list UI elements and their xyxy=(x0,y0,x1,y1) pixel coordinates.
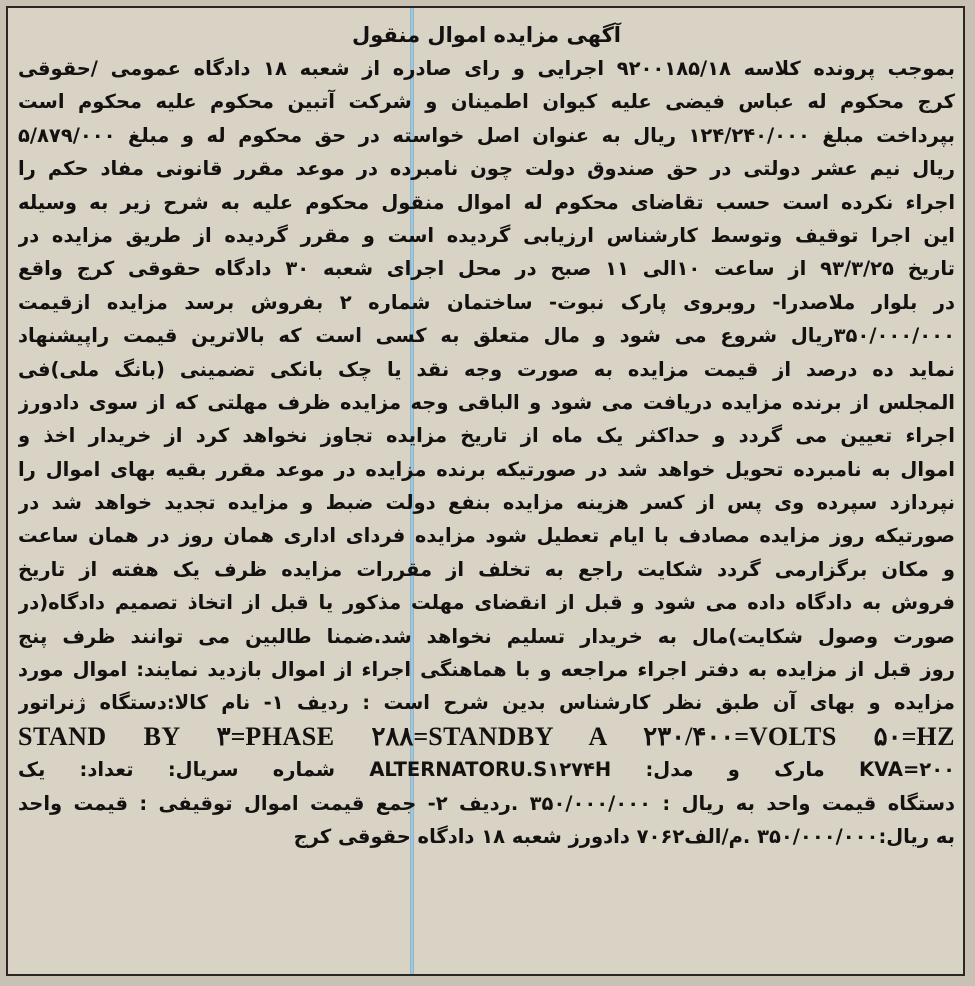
notice-line: کرج محکوم له عباس فیضی علیه کیوان اطمینان و شرکت آتبین محکوم علیه محکوم است xyxy=(18,90,955,114)
notice-line: اجراء تعیین می گردد و حداکثر یک ماه از تاریخ مزایده تجاوز نخواهد کرد از خریدار اخذ و xyxy=(18,424,955,448)
notice-line: صورت وصول شکایت)مال به خریدار تسلیم نخواهد شد.ضمنا طالبین می توانند ظرف پنج xyxy=(18,624,955,648)
notice-line: بپرداخت مبلغ ۱۲۴/۲۴۰/۰۰۰ ریال به عنوان اصل خواسته در حق محکوم له و مبلغ ۵/۸۷۹/۰۰۰ xyxy=(18,123,955,147)
notice-line: ۳۵۰/۰۰۰/۰۰۰ریال شروع می شود و مال متعلق به کسی است که بالاترین قیمت راپیشنهاد xyxy=(18,324,955,348)
notice-line: KVA=۲۰۰ مارک و مدل: ALTERNATORU.S۱۲۷۴H شماره سریال: تعداد: یک xyxy=(18,758,955,782)
notice-body xyxy=(18,52,955,853)
notice-line: در بلوار ملاصدرا- روبروی پارک نبوت- ساختمان شماره ۲ بفروش برسد مزایده ازقیمت xyxy=(18,290,955,314)
notice-line: اموال به نامبرده تحویل خواهد شد در صورتیکه برنده مزایده در موعد مقرر بقیه بهای اموال را xyxy=(18,457,955,481)
notice-line: دستگاه قیمت واحد به ریال : ۳۵۰/۰۰۰/۰۰۰ .ردیف ۲- جمع قیمت اموال توقیفی : قیمت واحد xyxy=(18,791,955,815)
generator-spec-line: STAND BY ۳=PHASE ۲۸۸=STANDBY A ۲۳۰/۴۰۰=VOLTS ۵۰=HZ xyxy=(18,721,955,751)
notice-line: اجراء نکرده است حسب تقاضای محکوم له اموال منقول محکوم علیه به شرح زیر به وسیله xyxy=(18,190,955,214)
notice-line: تاریخ ۹۳/۳/۲۵ از ساعت ۱۰الی ۱۱ صبح در محل اجرای شعبه ۳۰ دادگاه حقوقی کرج واقع xyxy=(18,257,955,281)
notice-line: و مکان برگزارمی گردد شکایت راجع به تخلف از مقررات مزایده ظرف یک هفته از تاریخ xyxy=(18,557,955,581)
notice-line: مزایده و بهای آن طبق نظر کارشناس بدین شرح است : ردیف ۱- نام کالا:دستگاه ژنراتور xyxy=(18,691,955,715)
notice-line: صورتیکه روز مزایده مصادف با ایام تعطیل شود مزایده فردای اداری همان روز در همان ساعت xyxy=(18,524,955,548)
notice-title: آگهی مزایده اموال منقول xyxy=(352,23,621,47)
notice-line: روز قبل از مزایده به دفتر اجراء مراجعه و با هماهنگی اجراء از اموال بازدید نمایند: اموال مورد xyxy=(18,658,955,682)
notice-line: نماید ده درصد از قیمت مزایده به صورت وجه نقد یا چک بانکی تضمینی (بانگ ملی)فی xyxy=(18,357,955,381)
auction-notice xyxy=(18,18,955,853)
notice-line: بموجب پرونده کلاسه ۹۲۰۰۱۸۵/۱۸ اجرایی و رای صادره از شعبه ۱۸ دادگاه عمومی /حقوقی xyxy=(18,57,955,80)
notice-line: فروش به دادگاه داده می شود و قبل از انقضای مهلت مذکور یا قبل از اتخاذ تصمیم دادگاه(در xyxy=(18,591,955,615)
notice-line: ریال نیم عشر دولتی در حق صندوق دولت چون نامبرده در موعد مقرر قانونی مفاد حکم را xyxy=(18,157,955,181)
newspaper-clipping xyxy=(6,6,965,976)
notice-line: این اجرا توقیف وتوسط کارشناس ارزیابی گردیده است و مقرر گردیده از طریق مزایده در xyxy=(18,223,955,247)
notice-line: المجلس از برنده مزایده دریافت می شود و الباقی وجه مزایده ظرف مهلتی که از سوی دادورز xyxy=(18,390,955,414)
notice-line: نپردازد سپرده وی پس از کسر هزینه مزایده بنفع دولت ضبط و مزایده تجدید خواهد شد در xyxy=(18,491,955,515)
notice-line: به ریال:۳۵۰/۰۰۰/۰۰۰ .م/الف۷۰۶۲ دادورز شعبه ۱۸ دادگاه حقوقی کرج xyxy=(293,824,955,848)
